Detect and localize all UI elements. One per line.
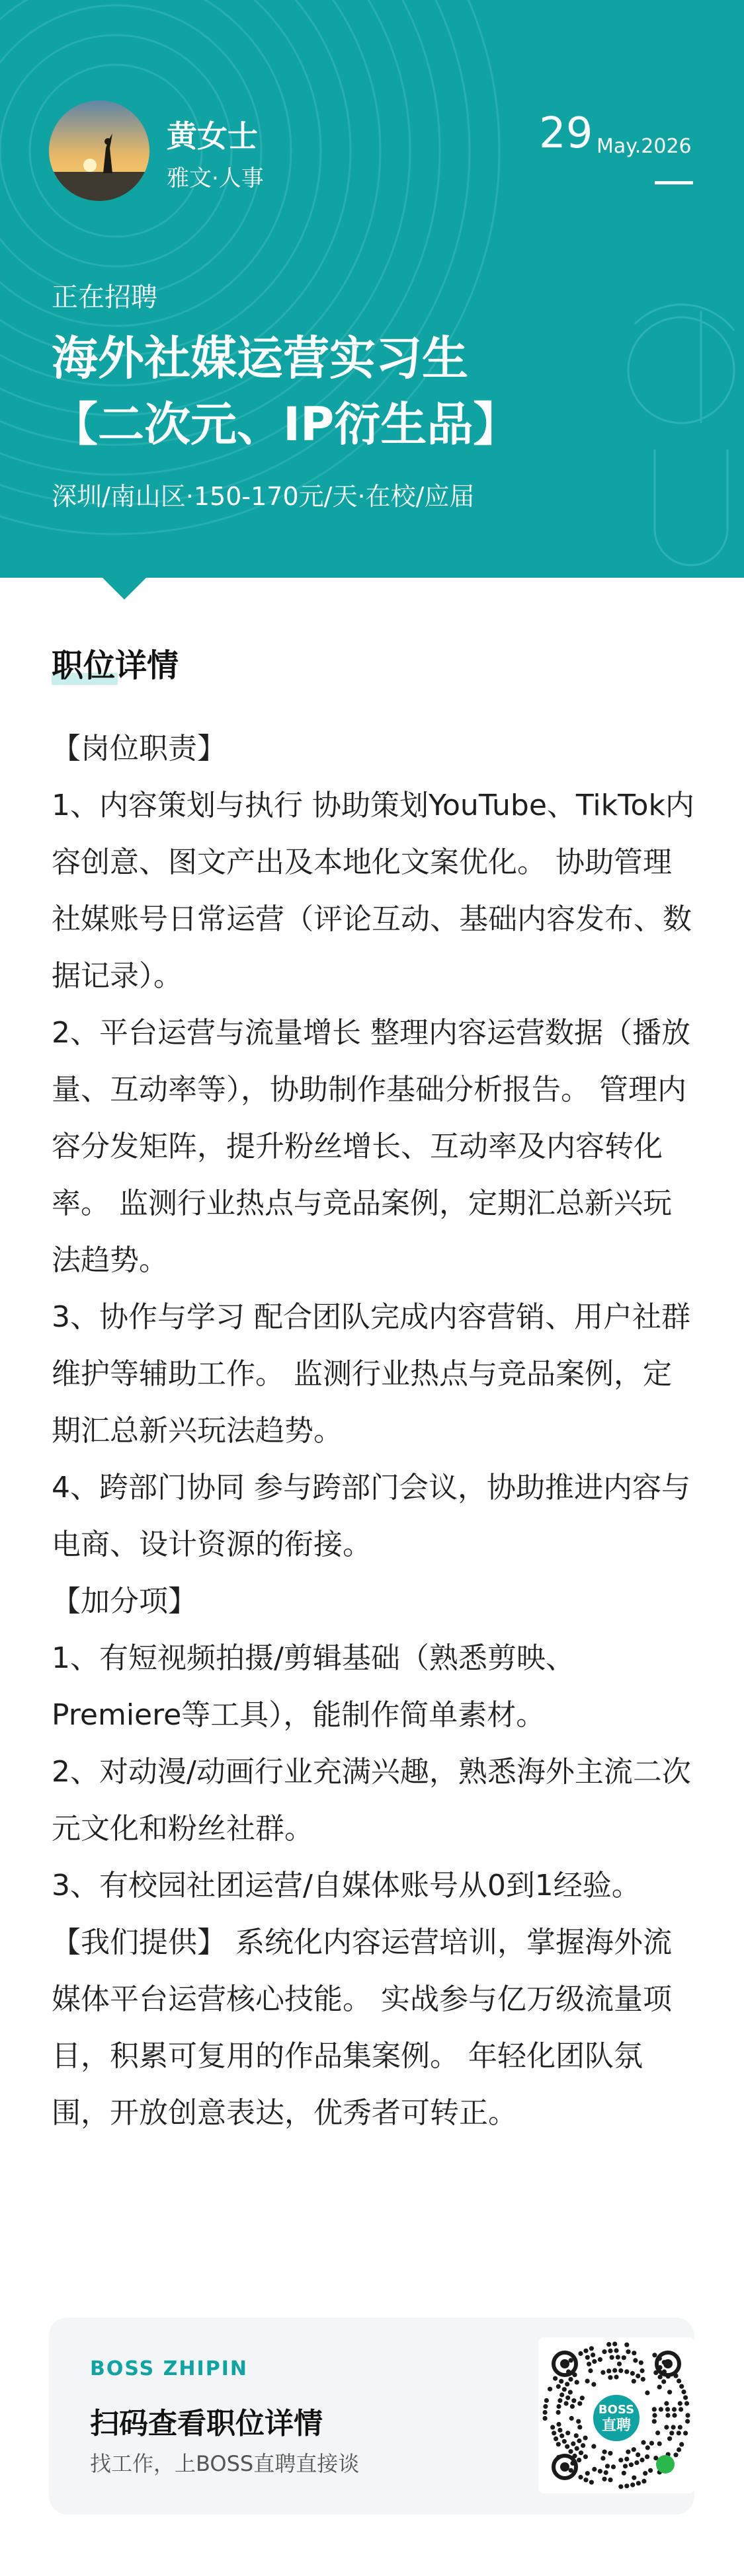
recruiter-avatar bbox=[49, 100, 149, 201]
job-title-line-2: 【二次元、IP衍生品】 bbox=[52, 397, 520, 451]
description-paragraph: 【我们提供】 系统化内容运营培训，掌握海外流媒体平台运营核心技能。 实战参与亿万级流量项目，积累可复用的作品集案例。 年轻化团队氛围，开放创意表达，优秀者可转正。 bbox=[52, 1926, 672, 2130]
date-divider bbox=[655, 181, 693, 184]
job-title-line-1: 海外社媒运营实习生 bbox=[52, 331, 468, 385]
recruiter-name: 黄女士 bbox=[167, 118, 258, 154]
description-paragraph: 1、有短视频拍摄/剪辑基础（熟悉剪映、Premiere等工具），能制作简单素材。 bbox=[52, 1641, 575, 1732]
badge-line-2: 直聘 bbox=[601, 2417, 631, 2434]
header-pointer bbox=[102, 577, 147, 600]
boss-zhipin-badge-icon bbox=[590, 2392, 643, 2444]
scan-title: 扫码查看职位详情 bbox=[90, 2407, 323, 2440]
description-paragraph: 3、有校园社团运营/自媒体账号从0到1经验。 bbox=[52, 1869, 641, 1902]
qr-card bbox=[49, 2318, 694, 2515]
description-paragraph: 2、平台运营与流量增长 整理内容运营数据（播放量、互动率等），协助制作基础分析报告。 管理内容分发矩阵，提升粉丝增长、互动率及内容转化率。 监测行业热点与竞品案例，定期汇总新兴玩法趋势。 bbox=[52, 1016, 690, 1277]
description-paragraph: 1、内容策划与执行 协助策划YouTube、TikTok内容创意、图文产出及本地化文案优化。 协助管理社媒账号日常运营（评论互动、基础内容发布、数据记录）。 bbox=[52, 789, 694, 993]
job-meta: 深圳/南山区·150-170元/天·在校/应届 bbox=[52, 482, 475, 511]
description-paragraph: 【岗位职责】 bbox=[52, 732, 226, 765]
scan-subtitle: 找工作，上BOSS直聘直接谈 bbox=[90, 2451, 360, 2476]
section-title: 职位详情 bbox=[52, 647, 179, 684]
description-paragraph: 2、对动漫/动画行业充满兴趣，熟悉海外主流二次元文化和粉丝社群。 bbox=[52, 1755, 691, 1846]
job-description bbox=[52, 721, 696, 2142]
job-header bbox=[0, 0, 744, 578]
hiring-status-label: 正在招聘 bbox=[52, 282, 157, 313]
badge-line-1: BOSS bbox=[598, 2403, 635, 2417]
description-paragraph: 4、跨部门协同 参与跨部门会议，协助推进内容与电商、设计资源的衔接。 bbox=[52, 1471, 690, 1561]
date-day: 29 bbox=[539, 109, 593, 158]
description-paragraph: 【加分项】 bbox=[52, 1584, 197, 1618]
recruiter-title: 雅文·人事 bbox=[167, 165, 264, 192]
job-title bbox=[52, 325, 700, 457]
brand-logo: BOSS ZHIPIN bbox=[90, 2357, 248, 2380]
date-month-year: May.2026 bbox=[597, 135, 692, 158]
description-paragraph: 3、协作与学习 配合团队完成内容营销、用户社群维护等辅助工作。 监测行业热点与竞品案例，定期汇总新兴玩法趋势。 bbox=[52, 1300, 690, 1448]
